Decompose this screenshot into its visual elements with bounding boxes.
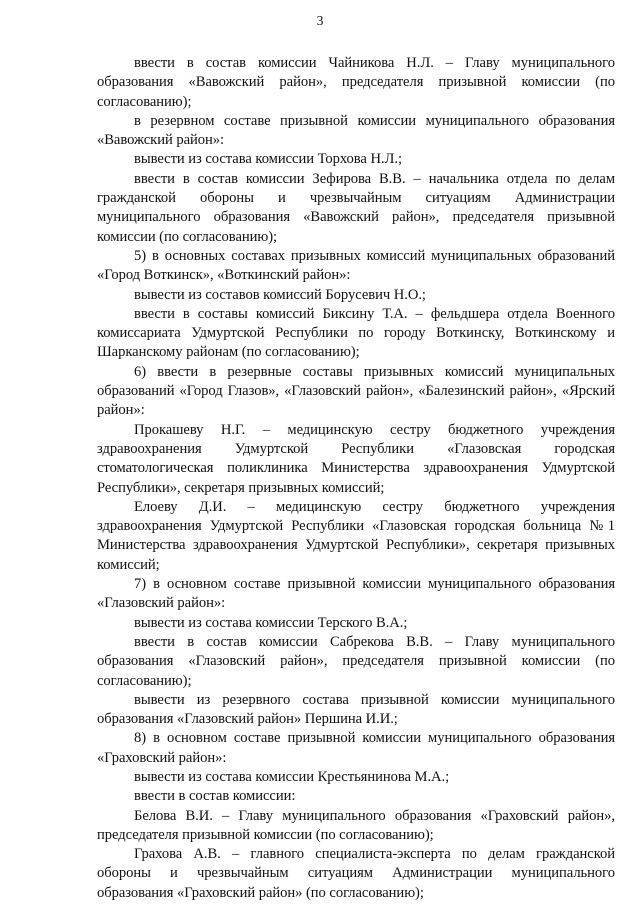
paragraph: 8) в основном составе призывной комиссии муниципального образования «Граховский район»: (97, 730, 615, 766)
paragraph: 7) в основном составе призывной комиссии муниципального образования «Глазовский район»: (97, 576, 615, 612)
paragraph: Прокашеву Н.Г. – медицинскую сестру бюджетного учреждения здравоохранения Удмуртской Республики «Глазовская городская стоматологическая поликлиника Министерства здравоохранения Удмуртской Республики», секретаря призывных комиссий; (97, 421, 615, 496)
paragraph: 6) ввести в резервные составы призывных комиссий муниципальных образований «Город Глазов», «Глазовский район», «Балезинский район», «Ярский район»: (97, 363, 615, 419)
paragraph: ввести в состав комиссии: (134, 788, 296, 805)
page-number: 3 (316, 14, 324, 29)
document-body (97, 54, 615, 903)
paragraph: Белова В.И. – Главу муниципального образования «Граховский район», председателя призывной комиссии (по согласованию); (97, 807, 615, 843)
paragraph: вывести из состава комиссии Крестьянинова М.А.; (134, 768, 450, 785)
paragraph: вывести из состава комиссии Торхова Н.Л.; (134, 151, 402, 168)
paragraph: ввести в состав комиссии Чайникова Н.Л. – Главу муниципального образования «Вавожский район», председателя призывной комиссии (по согласованию); (97, 55, 615, 110)
paragraph: Грахова А.В. – главного специалиста-эксперта по делам гражданской обороны и чрезвычайным ситуациям Администрации муниципального образования «Граховский район» (по согласованию); (97, 846, 615, 901)
paragraph: ввести в состав комиссии Зефирова В.В. – начальника отдела по делам гражданской обороны и чрезвычайным ситуациям Администрации муниципального образования «Вавожский район», председателя призывной комиссии (по согласованию); (97, 170, 615, 245)
paragraph: вывести из составов комиссий Борусевич Н.О.; (134, 286, 426, 303)
paragraph: вывести из состава комиссии Терского В.А.; (134, 614, 408, 631)
paragraph: 5) в основных составах призывных комиссий муниципальных образований «Город Воткинск», «Воткинский район»: (97, 247, 615, 284)
paragraph: ввести в составы комиссий Биксину Т.А. – фельдшера отдела Военного комиссариата Удмуртской Республики по городу Воткинску, Воткинскому и Шарканскому районам (по согласованию); (97, 305, 615, 361)
paragraph: Елоеву Д.И. – медицинскую сестру бюджетного учреждения здравоохранения Удмуртской Республики «Глазовская городская больница №1 Министерства здравоохранения Удмуртской Республики», секретаря призывных комиссий; (97, 498, 615, 573)
paragraph: в резервном составе призывной комиссии муниципального образования «Вавожский район»: (97, 112, 615, 149)
paragraph: вывести из резервного состава призывной комиссии муниципального образования «Глазовский район» Першина И.И.; (97, 691, 615, 728)
paragraph: ввести в состав комиссии Сабрекова В.В. – Главу муниципального образования «Глазовский район», председателя призывной комиссии (по согласованию); (97, 633, 615, 689)
